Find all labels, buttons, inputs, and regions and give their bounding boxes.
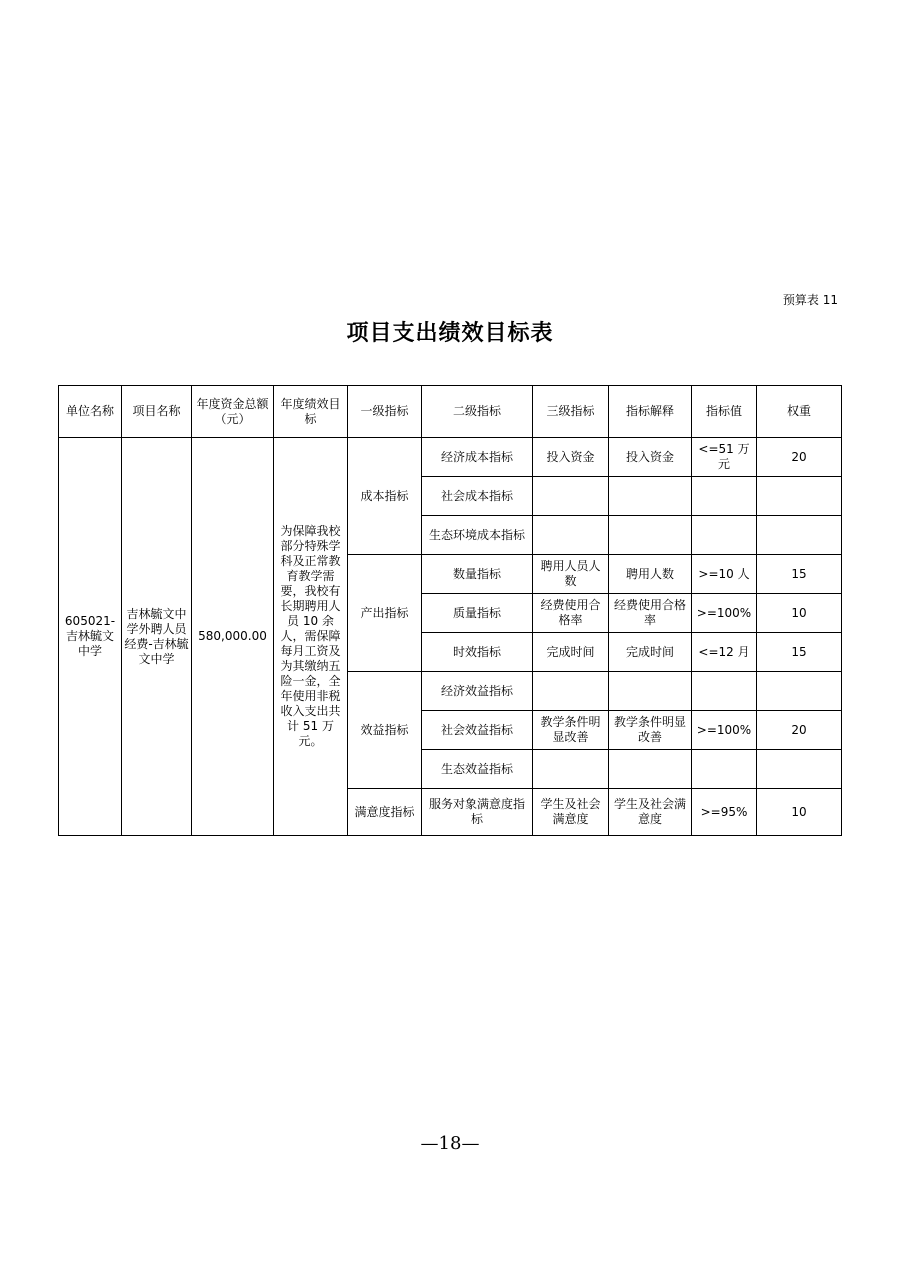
annual-goal-cell: 为保障我校部分特殊学科及正常教育教学需要，我校有长期聘用人员 10 余人，需保障每月工资及为其缴纳五险一金，全年使用非税收入支出共计 51 万元。 [274,438,348,836]
explain-cell [609,672,692,711]
weight-cell [757,672,842,711]
performance-target-table [58,385,842,836]
weight-cell [757,750,842,789]
header-level3: 三级指标 [533,386,609,438]
level2-cell: 经济效益指标 [422,672,533,711]
level3-cell [533,672,609,711]
level2-cell: 经济成本指标 [422,438,533,477]
level2-cell: 服务对象满意度指标 [422,789,533,836]
explain-cell: 聘用人数 [609,555,692,594]
page-number: —18— [420,1133,480,1154]
weight-cell [757,477,842,516]
value-cell [692,672,757,711]
page-title: 项目支出绩效目标表 [346,321,554,346]
level2-cell: 社会效益指标 [422,711,533,750]
total-amount-cell: 580,000.00 [192,438,274,836]
level1-benefit: 效益指标 [348,672,422,789]
level2-cell: 时效指标 [422,633,533,672]
weight-cell: 20 [757,711,842,750]
header-weight: 权重 [757,386,842,438]
explain-cell: 经费使用合格率 [609,594,692,633]
level2-cell: 质量指标 [422,594,533,633]
level2-cell: 生态环境成本指标 [422,516,533,555]
value-cell: >=95% [692,789,757,836]
level3-cell [533,477,609,516]
weight-cell: 10 [757,594,842,633]
header-level2: 二级指标 [422,386,533,438]
level3-cell: 完成时间 [533,633,609,672]
level3-cell [533,750,609,789]
header-project-name: 项目名称 [122,386,192,438]
weight-cell: 10 [757,789,842,836]
header-explanation: 指标解释 [609,386,692,438]
explain-cell [609,750,692,789]
value-cell: <=12 月 [692,633,757,672]
header-level1: 一级指标 [348,386,422,438]
unit-name-cell: 605021-吉林毓文中学 [59,438,122,836]
explain-cell [609,516,692,555]
value-cell [692,750,757,789]
level1-satisfaction: 满意度指标 [348,789,422,836]
level3-cell: 投入资金 [533,438,609,477]
weight-cell: 20 [757,438,842,477]
level3-cell [533,516,609,555]
level1-cost: 成本指标 [348,438,422,555]
explain-cell: 完成时间 [609,633,692,672]
value-cell: >=100% [692,594,757,633]
level3-cell: 经费使用合格率 [533,594,609,633]
budget-table-number: 预算表 11 [782,293,838,307]
explain-cell: 教学条件明显改善 [609,711,692,750]
value-cell: >=10 人 [692,555,757,594]
weight-cell: 15 [757,555,842,594]
weight-cell: 15 [757,633,842,672]
header-total-amount: 年度资金总额（元） [192,386,274,438]
header-unit-name: 单位名称 [59,386,122,438]
level3-cell: 聘用人员人数 [533,555,609,594]
project-name-cell: 吉林毓文中学外聘人员经费-吉林毓文中学 [122,438,192,836]
header-value: 指标值 [692,386,757,438]
level3-cell: 学生及社会满意度 [533,789,609,836]
header-annual-goal: 年度绩效目标 [274,386,348,438]
explain-cell: 投入资金 [609,438,692,477]
level2-cell: 数量指标 [422,555,533,594]
value-cell [692,516,757,555]
level2-cell: 社会成本指标 [422,477,533,516]
weight-cell [757,516,842,555]
level3-cell: 教学条件明显改善 [533,711,609,750]
level1-output: 产出指标 [348,555,422,672]
explain-cell: 学生及社会满意度 [609,789,692,836]
explain-cell [609,477,692,516]
value-cell [692,477,757,516]
value-cell: <=51 万元 [692,438,757,477]
value-cell: >=100% [692,711,757,750]
table-row [59,438,842,477]
level2-cell: 生态效益指标 [422,750,533,789]
table-header-row [59,386,842,438]
